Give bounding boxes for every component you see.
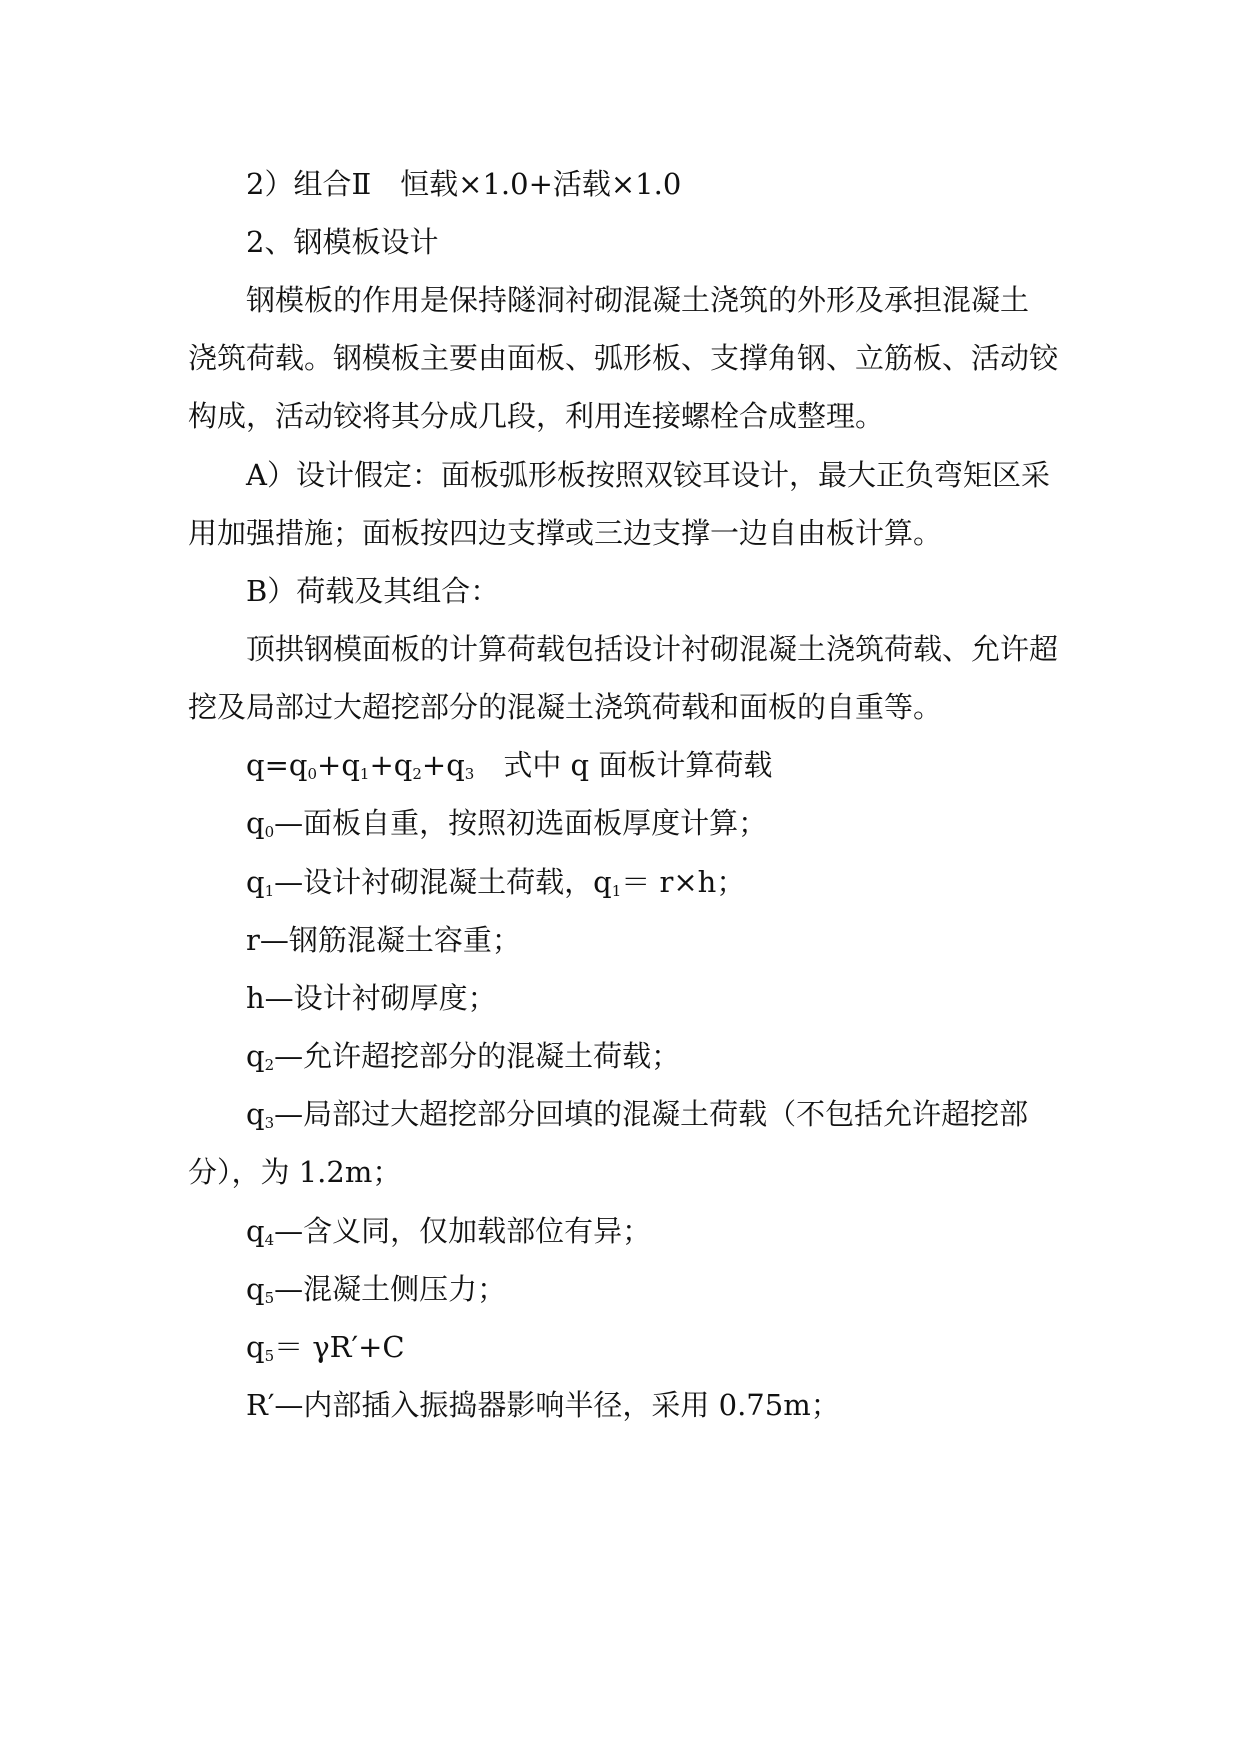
definition-h: h—设计衬砌厚度； (246, 981, 497, 1015)
subheading-loads: B）荷载及其组合： (246, 574, 500, 608)
paragraph-line: 用加强措施；面板按四边支撑或三边支撑一边自由板计算。 (188, 516, 943, 550)
definition-q5: $q_5—$混凝土侧压力； (246, 1272, 507, 1307)
definition-q2: $q_2—$允许超挖部分的混凝土荷载； (246, 1039, 681, 1074)
paragraph-line: 顶拱钢模面板的计算荷载包括设计衬砌混凝土浇筑荷载、允许超 (246, 632, 1059, 666)
paragraph-line: 挖及局部过大超挖部分的混凝土浇筑荷载和面板的自重等。 (188, 690, 943, 724)
definition-q0: $q_0—$面板自重，按照初选面板厚度计算； (246, 806, 768, 841)
paragraph-line: 分），为 1.2m； (188, 1155, 402, 1189)
definition-r: r—钢筋混凝土容重； (246, 923, 521, 957)
definition-r-prime: R′—内部插入振捣器影响半径，采用 0.75m； (246, 1388, 840, 1422)
section-heading-steel-formwork: 2、钢模板设计 (246, 225, 439, 259)
definition-q4: $q_4—$含义同，仅加载部位有异； (246, 1214, 652, 1249)
definition-q1: $q_1—$设计衬砌混凝土荷载，$q_1= r\times h$； (246, 865, 746, 900)
paragraph-line: 构成，活动铰将其分成几段，利用连接螺栓合成整理。 (188, 399, 885, 433)
combo-ii-line: 2）组合Ⅱ 恒载×1.0+活载×1.0 (246, 167, 682, 201)
paragraph-line: 浇筑荷载。钢模板主要由面板、弧形板、支撑角钢、立筋板、活动铰 (188, 341, 1059, 375)
load-formula-line: $q=q_0+q_1+q_2+q_3$ 式中 q 面板计算荷载 (246, 748, 773, 783)
definition-q3: $q_3—$局部过大超挖部分回填的混凝土荷载（不包括允许超挖部 (246, 1097, 1029, 1132)
paragraph-line: 钢模板的作用是保持隧洞衬砌混凝土浇筑的外形及承担混凝土 (246, 283, 1030, 317)
paragraph-line: A）设计假定：面板弧形板按照双铰耳设计，最大正负弯矩区采 (246, 458, 1050, 492)
lateral-pressure-formula: $q_5= \gamma R'+C$ (246, 1330, 405, 1365)
